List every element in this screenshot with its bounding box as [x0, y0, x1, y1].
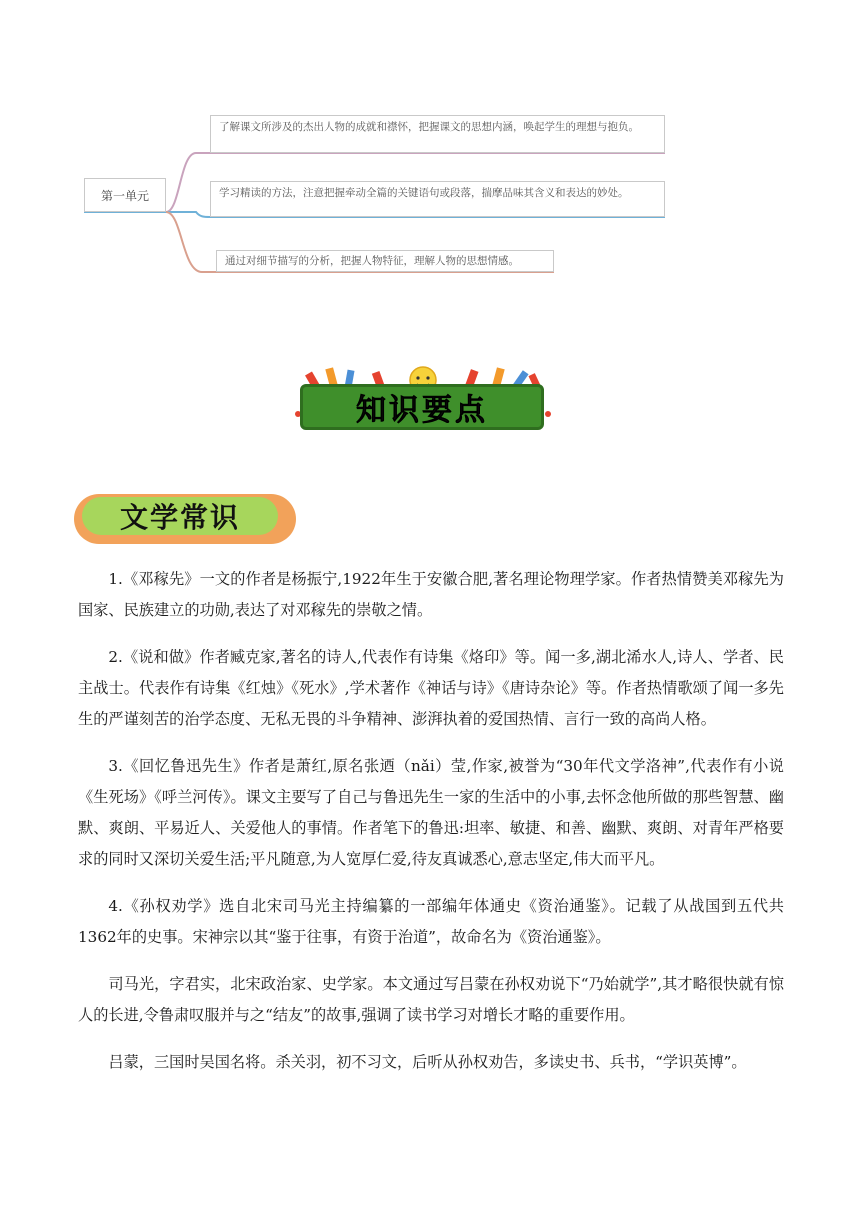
mindmap	[0, 0, 860, 300]
mindmap-branch-2: 学习精读的方法，注意把握牵动全篇的关键语句或段落，揣摩品味其含义和表达的妙处。	[210, 181, 665, 217]
paragraph-3: 3.《回忆鲁迅先生》作者是萧红,原名张迺（nǎi）莹,作家,被誉为“30年代文学洛神”,代表作有小说《生死场》《呼兰河传》。课文主要写了自己与鲁迅先生一家的生活中的小事,去怀念他所做的那些智慧、幽默、爽朗、平易近人、关爱他人的事情。作者笔下的鲁迅:坦率、敏捷、和善、幽默、爽朗、对青年严格要求的同时又深切关爱生活;平凡随意,为人宽厚仁爱,待友真诚悉心,意志坚定,伟大而平凡。	[78, 757, 784, 868]
section-title: 文学常识	[119, 501, 240, 534]
mindmap-branch-3: 通过对细节描写的分析，把握人物特征，理解人物的思想情感。	[216, 250, 554, 272]
mindmap-branch-1: 了解课文所涉及的杰出人物的成就和襟怀，把握课文的思想内涵，唤起学生的理想与抱负。	[210, 115, 665, 153]
mindmap-root-node: 第一单元	[84, 178, 166, 212]
paragraph-6: 吕蒙，三国时吴国名将。杀关羽，初不习文，后听从孙权劝告，多读史书、兵书，“学识英博”。	[108, 1053, 747, 1071]
paragraph-5: 司马光，字君实，北宋政治家、史学家。本文通过写吕蒙在孙权劝说下“乃始就学”,其才略很快就有惊人的长进,令鲁肃叹服并与之“结友”的故事,强调了读书学习对增长才略的重要作用。	[78, 975, 784, 1024]
banner-panel	[300, 384, 544, 430]
banner-title: 知识要点	[356, 393, 488, 428]
section-header-pill	[82, 497, 278, 535]
paragraph-1: 1.《邓稼先》一文的作者是杨振宁,1922年生于安徽合肥,著名理论物理学家。作者热情赞美邓稼先为国家、民族建立的功勋,表达了对邓稼先的崇敬之情。	[78, 570, 784, 619]
knowledge-points-banner	[290, 362, 556, 438]
paragraph-4: 4.《孙权劝学》选自北宋司马光主持编纂的一部编年体通史《资治通鉴》。记载了从战国到五代共1362年的史事。宋神宗以其“鉴于往事，有资于治道”，故命名为《资治通鉴》。	[78, 897, 784, 946]
literature-knowledge-header	[74, 494, 296, 544]
article-body	[78, 558, 784, 1078]
paragraph-2: 2.《说和做》作者臧克家,著名的诗人,代表作有诗集《烙印》等。闻一多,湖北浠水人,诗人、学者、民主战士。代表作有诗集《红烛》《死水》,学术著作《神话与诗》《唐诗杂论》等。作者热情歌颂了闻一多先生的严谨刻苦的治学态度、无私无畏的斗争精神、澎湃执着的爱国热情、言行一致的高尚人格。	[78, 648, 784, 728]
